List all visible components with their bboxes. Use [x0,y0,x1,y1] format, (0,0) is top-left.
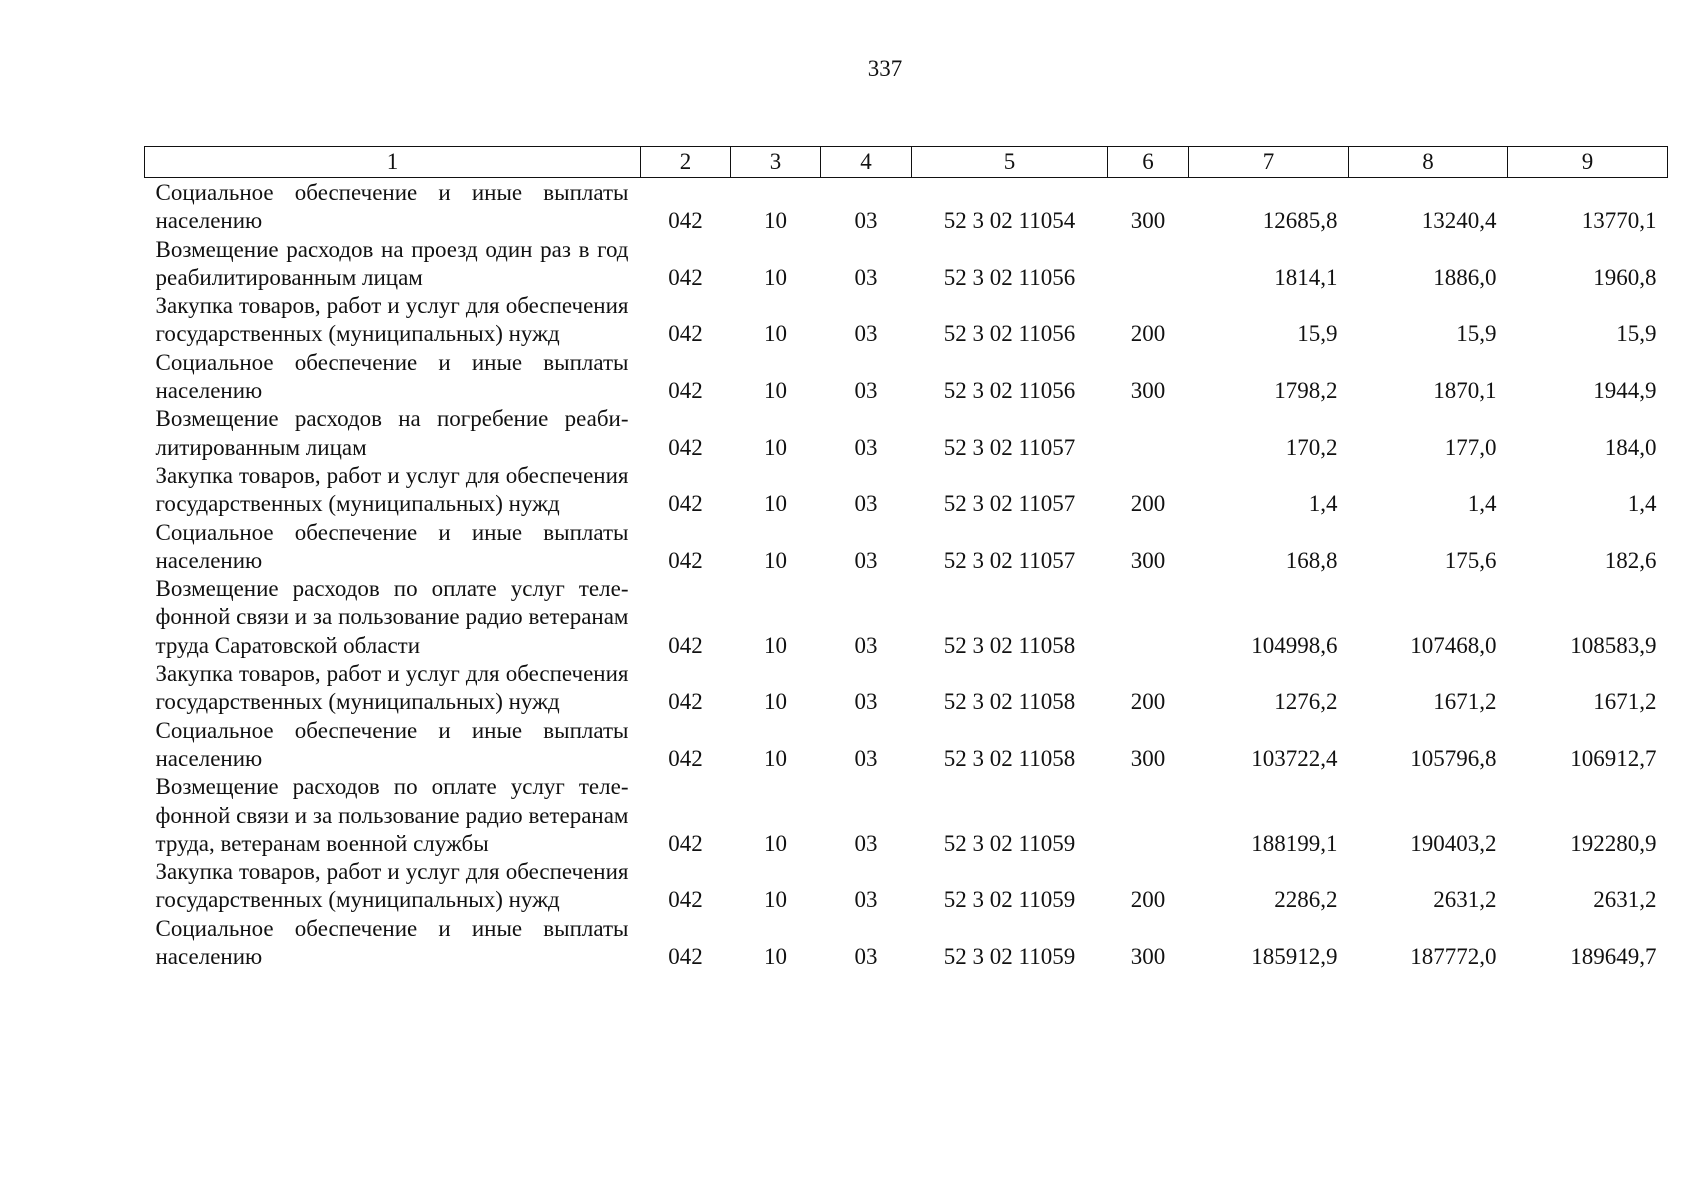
cell-description: Социальное обеспечение и иные выплаты населению [155,717,629,771]
cell-subsection: 03 [854,689,878,715]
cell-amount-year-3: 106912,7 [1570,745,1657,771]
cell-subsection: 03 [854,547,878,573]
cell-target-article: 52 3 02 11054 [943,208,1076,234]
cell-amount-year-3: 189649,7 [1570,944,1657,970]
cell-amount-year-1: 1276,2 [1274,689,1338,715]
table-header [145,147,1668,178]
cell-amount-year-1: 103722,4 [1251,745,1338,771]
cell-admin-code: 042 [668,208,703,234]
cell-expense-type: 300 [1130,547,1166,573]
header-col-8: 8 [1349,147,1508,178]
cell-amount-year-1: 168,8 [1285,547,1338,573]
cell-amount-year-2: 187772,0 [1410,944,1497,970]
page-number: 337 [867,56,903,81]
cell-admin-code: 042 [668,547,703,573]
header-col-3: 3 [731,147,821,178]
header-col-4: 4 [821,147,912,178]
cell-amount-year-2: 13240,4 [1421,208,1497,234]
cell-amount-year-3: 182,6 [1604,547,1657,573]
cell-section: 10 [764,264,787,290]
cell-description: Закупка товаров, работ и услуг для обеспечения государственных (муниципальных) нужд [155,661,629,715]
cell-admin-code: 042 [668,887,703,913]
cell-description: Социальное обеспечение и иные выплаты населению [155,349,629,404]
cell-expense-type: 300 [1130,208,1166,234]
cell-section: 10 [764,547,787,573]
budget-table [144,146,1668,971]
cell-admin-code: 042 [668,830,703,856]
cell-target-article: 52 3 02 11057 [943,434,1076,460]
cell-subsection: 03 [854,378,878,404]
cell-section: 10 [764,944,787,970]
cell-target-article: 52 3 02 11059 [943,944,1076,970]
cell-section: 10 [764,632,787,658]
cell-amount-year-3: 2631,2 [1593,887,1657,913]
table-row [145,292,1668,349]
cell-description: Социальное обеспечение и иные выплаты населению [155,519,629,573]
cell-section: 10 [764,321,787,347]
cell-subsection: 03 [854,434,878,460]
table-body [145,178,1668,972]
cell-amount-year-2: 190403,2 [1410,830,1497,856]
table-row [145,660,1668,717]
cell-section: 10 [764,208,787,234]
cell-amount-year-2: 1870,1 [1433,378,1497,404]
table-row [145,519,1668,576]
cell-admin-code: 042 [668,321,703,347]
cell-expense-type: 300 [1130,944,1166,970]
cell-amount-year-1: 185912,9 [1251,944,1338,970]
cell-expense-type: 200 [1130,491,1166,517]
table-row [145,349,1668,406]
cell-admin-code: 042 [668,378,703,404]
cell-section: 10 [764,887,787,913]
cell-amount-year-2: 107468,0 [1410,632,1497,658]
cell-amount-year-2: 175,6 [1444,547,1497,573]
cell-amount-year-2: 1671,2 [1433,689,1497,715]
cell-amount-year-1: 188199,1 [1251,830,1338,856]
cell-section: 10 [764,745,787,771]
table-row [145,236,1668,293]
header-col-1: 1 [145,147,641,178]
cell-target-article: 52 3 02 11057 [943,547,1076,573]
cell-amount-year-2: 105796,8 [1410,745,1497,771]
table-row [145,575,1668,660]
cell-target-article: 52 3 02 11057 [943,491,1076,517]
cell-amount-year-2: 1,4 [1467,491,1497,517]
cell-description: Социальное обеспечение и иные выплаты населению [155,915,629,970]
cell-description: Закупка товаров, работ и услуг для обеспечения государственных (муниципальных) нужд [155,462,629,517]
table-row [145,405,1668,462]
header-col-7: 7 [1189,147,1349,178]
cell-amount-year-3: 108583,9 [1570,632,1657,658]
header-col-5: 5 [912,147,1108,178]
cell-subsection: 03 [854,944,878,970]
cell-amount-year-1: 2286,2 [1274,887,1338,913]
cell-target-article: 52 3 02 11058 [943,745,1076,771]
cell-subsection: 03 [854,830,878,856]
cell-amount-year-1: 170,2 [1285,434,1338,460]
cell-expense-type: 300 [1130,745,1166,771]
cell-description: Закупка товаров, работ и услуг для обеспечения государственных (муниципальных) нужд [155,293,629,347]
cell-admin-code: 042 [668,632,703,658]
cell-section: 10 [764,378,787,404]
cell-description: Возмещение расходов по оплате услуг телефонной связи и за пользование радио ветеранам труда Саратовской области [155,576,629,658]
cell-subsection: 03 [854,632,878,658]
table-row [145,858,1668,915]
table-row [145,462,1668,519]
cell-target-article: 52 3 02 11058 [943,632,1076,658]
cell-expense-type: 300 [1130,378,1166,404]
header-col-9: 9 [1508,147,1668,178]
cell-subsection: 03 [854,491,878,517]
cell-expense-type: 200 [1130,321,1166,347]
cell-amount-year-2: 15,9 [1456,321,1497,347]
cell-amount-year-3: 1,4 [1627,491,1657,517]
cell-subsection: 03 [854,264,878,290]
cell-admin-code: 042 [668,264,703,290]
cell-expense-type [1108,575,1189,660]
cell-section: 10 [764,830,787,856]
cell-target-article: 52 3 02 11059 [943,830,1076,856]
cell-subsection: 03 [854,321,878,347]
cell-amount-year-3: 192280,9 [1570,830,1657,856]
cell-expense-type: 200 [1130,887,1166,913]
cell-amount-year-2: 177,0 [1444,434,1497,460]
cell-amount-year-3: 1944,9 [1593,378,1657,404]
cell-expense-type [1108,405,1189,462]
table-row [145,717,1668,774]
cell-amount-year-3: 15,9 [1616,321,1657,347]
cell-description: Закупка товаров, работ и услуг для обеспечения государственных (муниципальных) нужд [155,859,629,913]
cell-subsection: 03 [854,745,878,771]
cell-expense-type [1108,236,1189,293]
cell-amount-year-1: 12685,8 [1262,208,1338,234]
header-row [145,147,1668,178]
cell-amount-year-3: 1671,2 [1593,689,1657,715]
cell-amount-year-1: 1798,2 [1274,378,1338,404]
cell-expense-type [1108,773,1189,858]
cell-description: Возмещение расходов на погребение реабилитированным лицам [155,406,629,460]
cell-amount-year-2: 1886,0 [1433,264,1497,290]
cell-description: Возмещение расходов по оплате услуг телефонной связи и за пользование радио ветеранам труда, ветеранам военной службы [155,774,629,856]
cell-expense-type: 200 [1130,689,1166,715]
cell-description: Социальное обеспечение и иные выплаты населению [155,180,629,234]
cell-admin-code: 042 [668,491,703,517]
cell-amount-year-1: 1814,1 [1274,264,1338,290]
cell-amount-year-1: 15,9 [1297,321,1338,347]
cell-section: 10 [764,689,787,715]
table-row [145,773,1668,858]
table-row [145,915,1668,972]
cell-amount-year-3: 1960,8 [1593,264,1657,290]
cell-amount-year-1: 104998,6 [1251,632,1338,658]
cell-target-article: 52 3 02 11056 [943,264,1076,290]
cell-admin-code: 042 [668,745,703,771]
cell-target-article: 52 3 02 11058 [943,689,1076,715]
header-col-2: 2 [641,147,731,178]
cell-admin-code: 042 [668,689,703,715]
cell-target-article: 52 3 02 11056 [943,378,1076,404]
table-row [145,178,1668,236]
header-col-6: 6 [1108,147,1189,178]
cell-target-article: 52 3 02 11059 [943,887,1076,913]
cell-admin-code: 042 [668,944,703,970]
cell-amount-year-3: 13770,1 [1581,208,1657,234]
cell-admin-code: 042 [668,434,703,460]
cell-section: 10 [764,434,787,460]
cell-section: 10 [764,491,787,517]
cell-description: Возмещение расходов на проезд один раз в год реабилитированным лицам [155,236,629,290]
cell-amount-year-2: 2631,2 [1433,887,1497,913]
cell-subsection: 03 [854,887,878,913]
cell-amount-year-1: 1,4 [1308,491,1338,517]
cell-subsection: 03 [854,208,878,234]
cell-target-article: 52 3 02 11056 [943,321,1076,347]
cell-amount-year-3: 184,0 [1604,434,1657,460]
